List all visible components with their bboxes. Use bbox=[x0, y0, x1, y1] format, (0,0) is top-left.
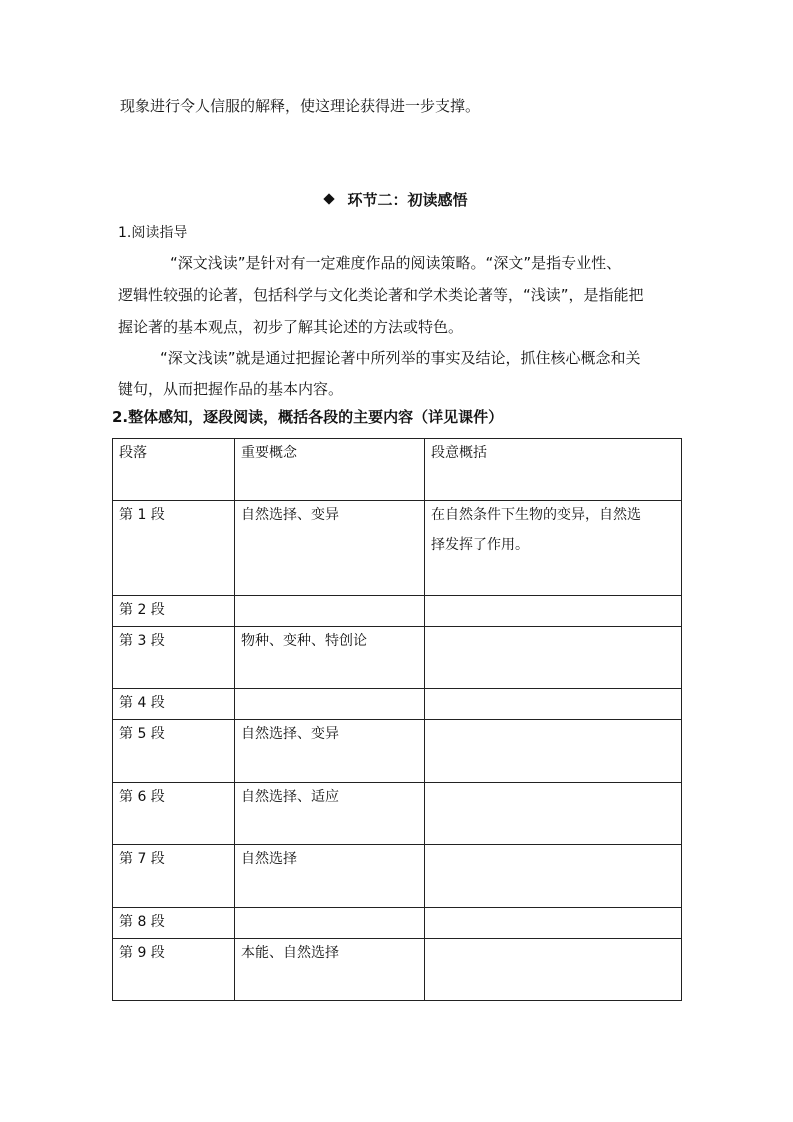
paragraph-cell: 第 8 段 bbox=[113, 908, 235, 939]
summary-cell bbox=[425, 783, 682, 845]
paragraph1-line-1: “深文浅读”是针对有一定难度作品的阅读策略。“深文”是指专业性、 bbox=[170, 254, 622, 272]
table-row bbox=[113, 501, 682, 596]
concept-cell: 物种、变种、特创论 bbox=[235, 627, 425, 689]
summary-cell bbox=[425, 939, 682, 1001]
table-header-row bbox=[113, 439, 682, 501]
concept-cell bbox=[235, 596, 425, 627]
summary-cell bbox=[425, 627, 682, 689]
paragraph-summary-table bbox=[112, 438, 682, 1001]
summary-cell bbox=[425, 908, 682, 939]
paragraph-cell: 第 7 段 bbox=[113, 845, 235, 908]
summary-cell: 在自然条件下生物的变异，自然选 择发挥了作用。 bbox=[425, 501, 682, 596]
paragraph-cell: 第 5 段 bbox=[113, 720, 235, 783]
header-cell-summary: 段意概括 bbox=[425, 439, 682, 501]
paragraph-cell: 第 6 段 bbox=[113, 783, 235, 845]
summary-cell bbox=[425, 689, 682, 720]
intro-line: 现象进行令人信服的解释，使这理论获得进一步支撑。 bbox=[120, 97, 481, 115]
table-row bbox=[113, 908, 682, 939]
paragraph2-line-1: “深文浅读”就是通过把握论著中所列举的事实及结论，抓住核心概念和关 bbox=[160, 349, 641, 367]
paragraph-cell: 第 9 段 bbox=[113, 939, 235, 1001]
table-row bbox=[113, 596, 682, 627]
table-row bbox=[113, 720, 682, 783]
concept-cell: 自然选择、变异 bbox=[235, 501, 425, 596]
reading-guide-title: 1.阅读指导 bbox=[118, 225, 188, 241]
header-cell-paragraph: 段落 bbox=[113, 439, 235, 501]
concept-cell bbox=[235, 908, 425, 939]
table-row bbox=[113, 845, 682, 908]
concept-cell: 自然选择、变异 bbox=[235, 720, 425, 783]
concept-cell: 本能、自然选择 bbox=[235, 939, 425, 1001]
paragraph-cell: 第 4 段 bbox=[113, 689, 235, 720]
concept-cell: 自然选择、适应 bbox=[235, 783, 425, 845]
summary-cell bbox=[425, 720, 682, 783]
paragraph-cell: 第 1 段 bbox=[113, 501, 235, 596]
table-row bbox=[113, 783, 682, 845]
concept-cell bbox=[235, 689, 425, 720]
paragraph1-line-2: 逻辑性较强的论著，包括科学与文化类论著和学术类论著等，“浅读”，是指能把 bbox=[118, 286, 644, 304]
table-row bbox=[113, 627, 682, 689]
table-row bbox=[113, 689, 682, 720]
section-heading bbox=[0, 189, 793, 211]
paragraph-cell: 第 3 段 bbox=[113, 627, 235, 689]
task-heading: 2.整体感知，逐段阅读，概括各段的主要内容（详见课件） bbox=[112, 408, 504, 426]
section-heading-text: 环节二：初读感悟 bbox=[347, 191, 468, 209]
header-cell-concept: 重要概念 bbox=[235, 439, 425, 501]
paragraph1-line-3: 握论著的基本观点，初步了解其论述的方法或特色。 bbox=[118, 318, 464, 336]
diamond-bullet-icon bbox=[324, 193, 335, 204]
table-row bbox=[113, 939, 682, 1001]
paragraph-cell: 第 2 段 bbox=[113, 596, 235, 627]
summary-cell bbox=[425, 845, 682, 908]
paragraph2-line-2: 键句，从而把握作品的基本内容。 bbox=[118, 380, 344, 398]
summary-cell bbox=[425, 596, 682, 627]
concept-cell: 自然选择 bbox=[235, 845, 425, 908]
